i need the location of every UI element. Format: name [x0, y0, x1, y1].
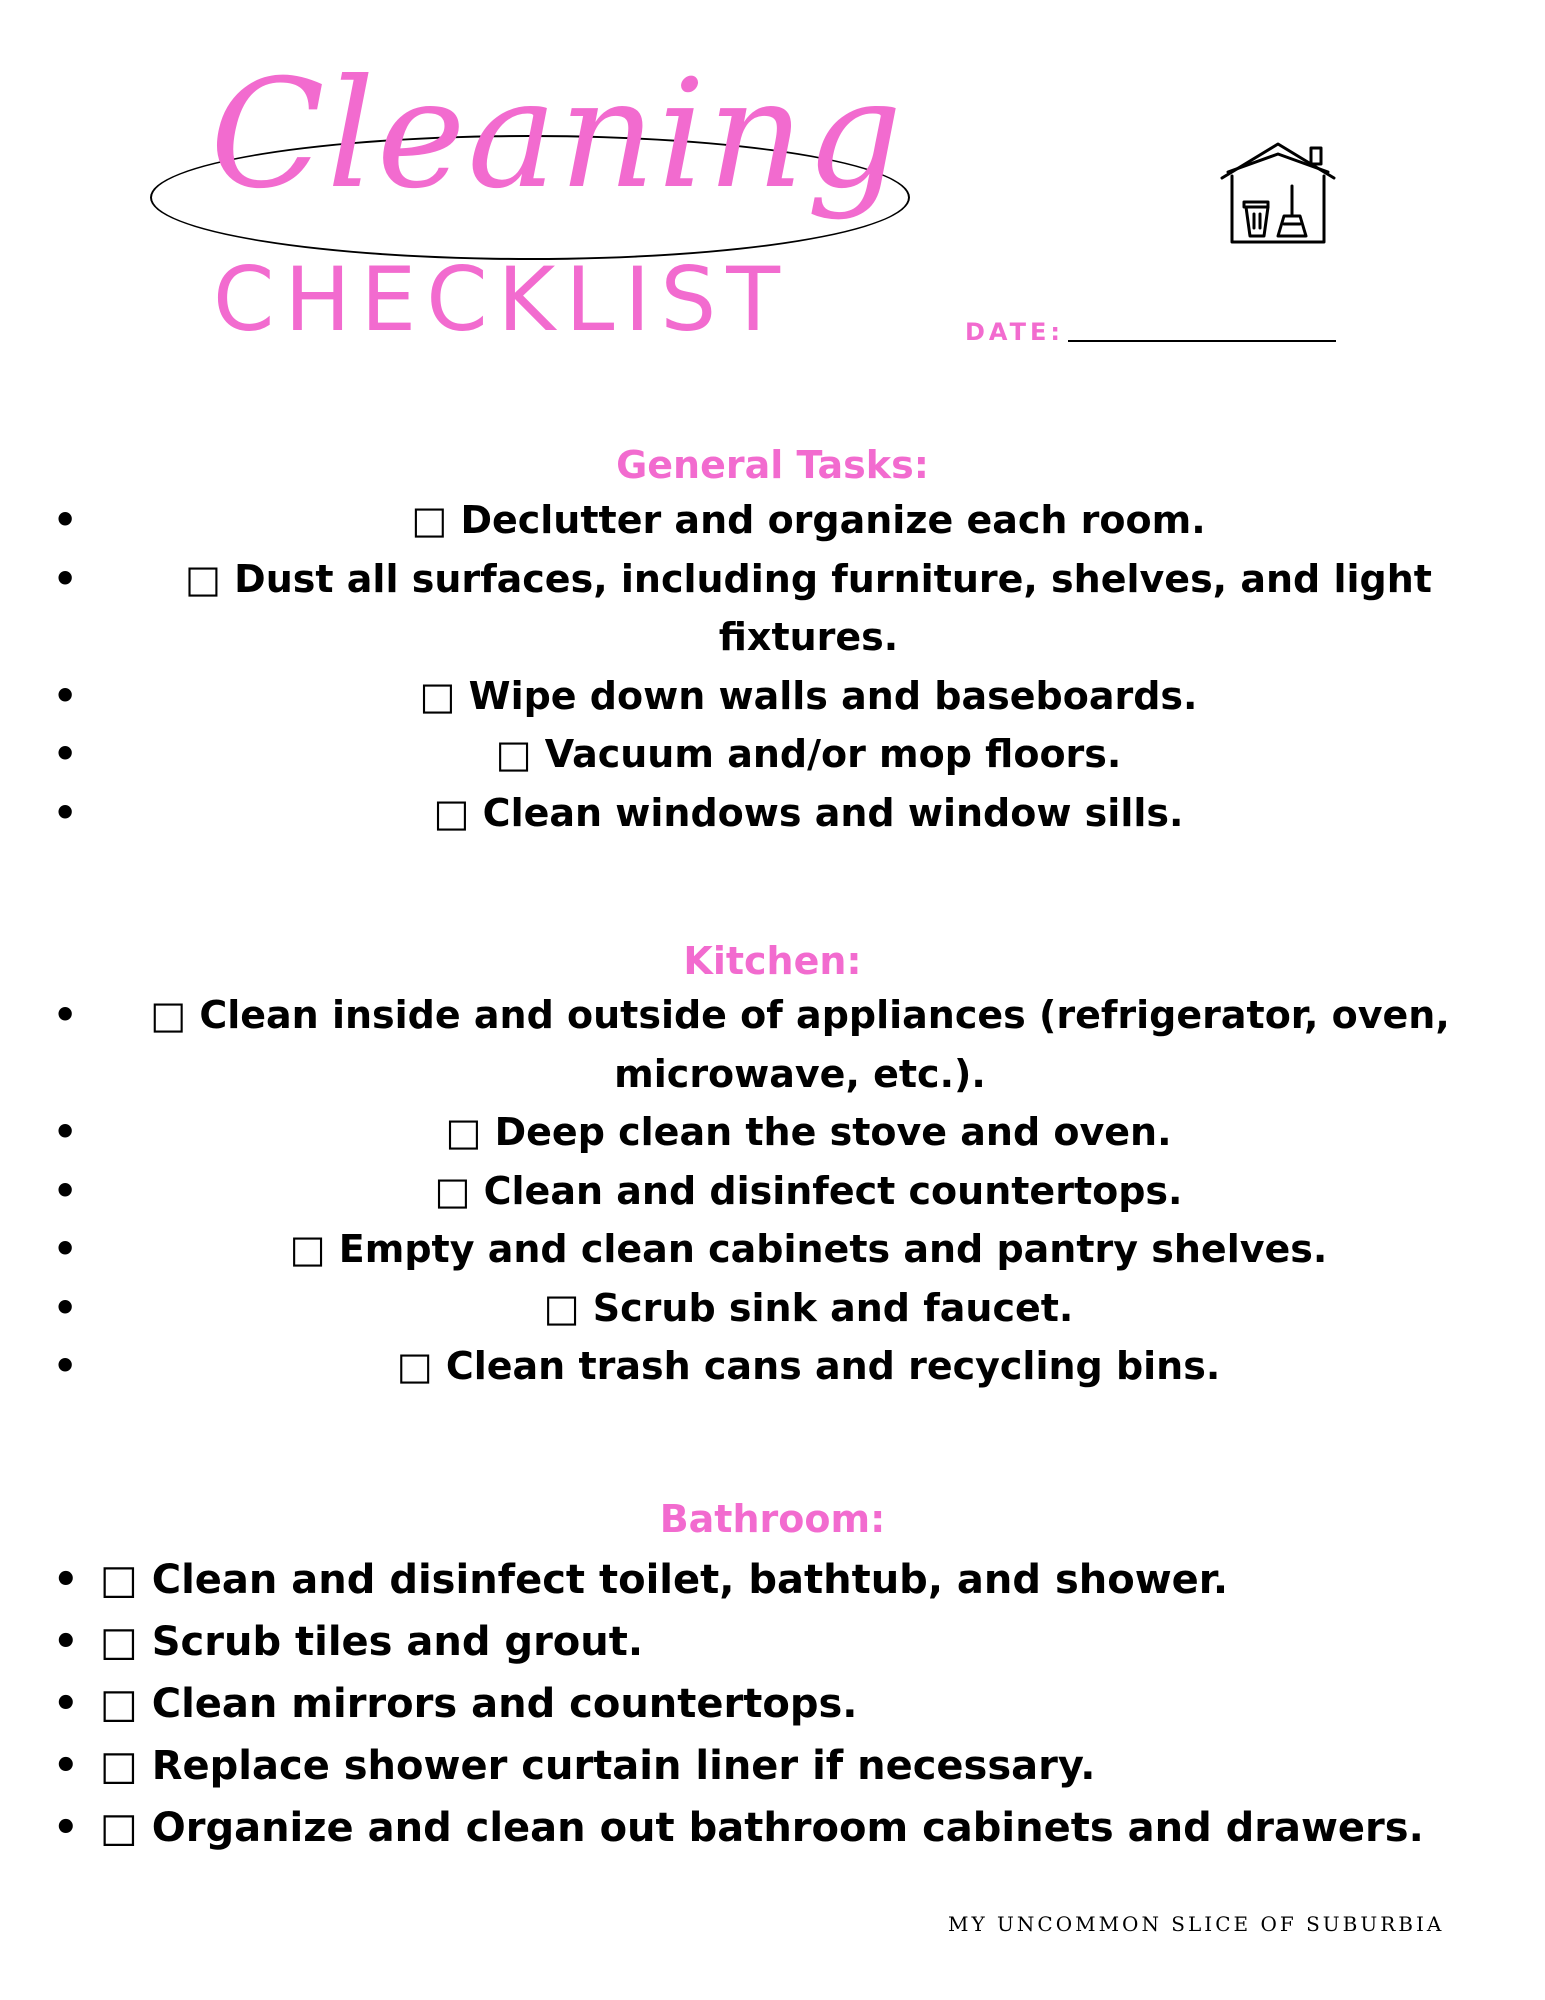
section-title-kitchen: Kitchen: [683, 939, 862, 983]
list-item[interactable] [0, 1797, 1545, 1859]
list-item[interactable] [0, 1279, 1545, 1338]
section-title-bathroom: Bathroom: [659, 1497, 886, 1541]
date-label: DATE: [965, 318, 1064, 346]
house-cleaning-icon [1218, 138, 1338, 248]
bullet: • [53, 1805, 79, 1851]
task-text: □ Clean trash cans and recycling bins. [396, 1344, 1221, 1388]
bullet: • [53, 1743, 79, 1789]
bullet: • [53, 993, 78, 1037]
general-tasks-list [0, 491, 1545, 842]
task-text: □ Wipe down walls and baseboards. [419, 673, 1198, 718]
title-block: CHECKLIST [213, 248, 790, 351]
task-text: □ Scrub sink and faucet. [543, 1285, 1074, 1330]
bullet: • [53, 1168, 78, 1213]
task-text: □ Clean and disinfect toilet, bathtub, and shower. [100, 1557, 1229, 1603]
bullet: • [53, 1619, 79, 1665]
bullet: • [53, 790, 78, 835]
bullet: • [53, 1681, 79, 1727]
list-item[interactable] [0, 1162, 1545, 1221]
page-header [0, 0, 1545, 380]
list-item[interactable] [0, 1220, 1545, 1279]
list-item[interactable] [0, 1735, 1545, 1797]
task-text: □ Scrub tiles and grout. [100, 1619, 644, 1665]
list-item[interactable] [0, 1611, 1545, 1673]
bullet: • [53, 1285, 78, 1330]
list-item[interactable] [0, 491, 1545, 550]
list-item[interactable] [0, 1549, 1545, 1611]
list-item[interactable] [0, 725, 1545, 784]
bullet: • [53, 732, 78, 776]
bullet: • [53, 673, 78, 718]
list-item[interactable] [0, 1337, 1545, 1396]
task-text: □ Clean and disinfect countertops. [434, 1168, 1183, 1213]
footer-credit: MY UNCOMMON SLICE OF SUBURBIA [948, 1912, 1445, 1936]
bullet: • [53, 498, 78, 542]
bullet: • [53, 1227, 78, 1271]
bathroom-list [0, 1549, 1545, 1859]
list-item[interactable] [0, 550, 1545, 667]
task-text: □ Vacuum and/or mop floors. [495, 732, 1122, 776]
list-item[interactable] [0, 1673, 1545, 1735]
bullet: • [53, 1110, 78, 1154]
task-text: □ Declutter and organize each room. [411, 498, 1206, 542]
task-text: □ Clean windows and window sills. [433, 790, 1184, 835]
bullet: • [53, 1344, 78, 1388]
task-text: □ Clean mirrors and countertops. [100, 1681, 858, 1727]
date-field-line[interactable] [1068, 340, 1336, 342]
task-text: □ Organize and clean out bathroom cabinets and drawers. [100, 1805, 1424, 1851]
title-script: Cleaning [210, 48, 905, 222]
bullet: • [53, 1557, 79, 1603]
kitchen-list [0, 986, 1545, 1396]
task-text: □ Deep clean the stove and oven. [445, 1110, 1172, 1154]
task-text: □ Empty and clean cabinets and pantry shelves. [289, 1227, 1328, 1271]
list-item[interactable] [0, 986, 1545, 1103]
task-text: □ Replace shower curtain liner if necessary. [100, 1743, 1096, 1789]
list-item[interactable] [0, 667, 1545, 726]
section-title-general: General Tasks: [616, 443, 929, 487]
bullet: • [53, 556, 78, 601]
list-item[interactable] [0, 1103, 1545, 1162]
task-text: □ Clean inside and outside of appliances (refrigerator, oven, microwave, etc.). [150, 993, 1450, 1096]
list-item[interactable] [0, 784, 1545, 843]
task-text: □ Dust all surfaces, including furniture, shelves, and light fixtures. [185, 556, 1432, 659]
